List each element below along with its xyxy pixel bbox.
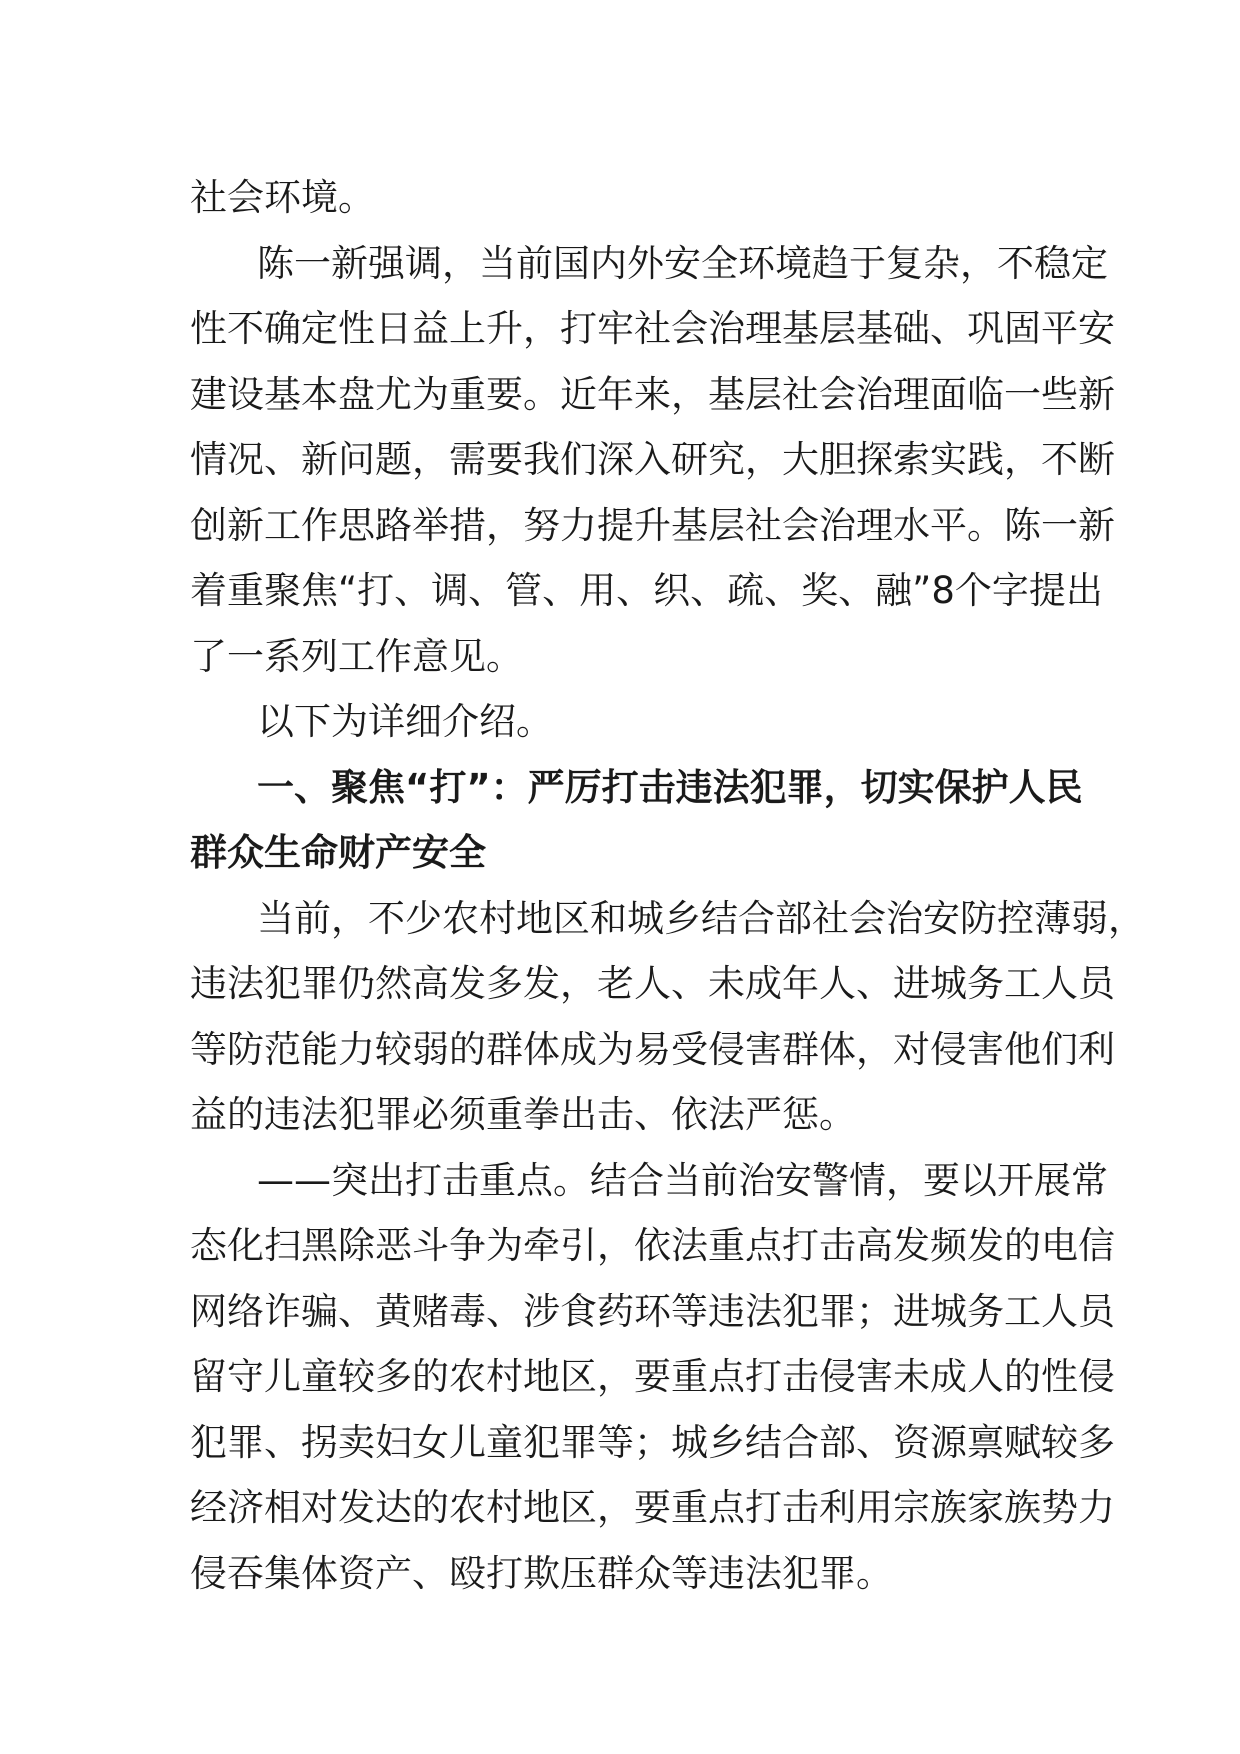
paragraph-line: ——突出打击重点。结合当前治安警情，要以开展常 bbox=[257, 1158, 1108, 1202]
paragraph-line: 建设基本盘尤为重要。近年来，基层社会治理面临一些新 bbox=[190, 372, 1115, 416]
paragraph-line: 犯罪、拐卖妇女儿童犯罪等；城乡结合部、资源禀赋较多 bbox=[190, 1420, 1115, 1464]
paragraph-line: 性不确定性日益上升，打牢社会治理基层基础、巩固平安 bbox=[190, 307, 1115, 350]
paragraph-line: 当前，不少农村地区和城乡结合部社会治安防控薄弱， bbox=[257, 896, 1145, 940]
paragraph-line: 等防范能力较弱的群体成为易受侵害群体，对侵害他们利 bbox=[190, 1027, 1115, 1071]
paragraph-line: 侵吞集体资产、殴打欺压群众等违法犯罪。 bbox=[190, 1551, 893, 1595]
paragraph-line: 经济相对发达的农村地区，要重点打击利用宗族家族势力 bbox=[190, 1486, 1115, 1529]
section-heading-line: 群众生命财产安全 bbox=[190, 831, 486, 874]
paragraph-line: 益的违法犯罪必须重拳出击、依法严惩。 bbox=[190, 1093, 856, 1136]
paragraph-line: 着重聚焦“打、调、管、用、织、疏、奖、融”8个字提出 bbox=[190, 569, 1103, 612]
paragraph-line: 违法犯罪仍然高发多发，老人、未成年人、进城务工人员 bbox=[190, 962, 1115, 1005]
section-heading-line: 一、聚焦“打”：严厉打击违法犯罪，切实保护人民 bbox=[257, 765, 1083, 809]
document-body bbox=[190, 165, 1145, 1606]
paragraph-line: 了一系列工作意见。 bbox=[190, 634, 523, 678]
paragraph-line: 留守儿童较多的农村地区，要重点打击侵害未成人的性侵 bbox=[190, 1355, 1115, 1398]
paragraph-line: 以下为详细介绍。 bbox=[257, 700, 553, 743]
paragraph-line: 陈一新强调，当前国内外安全环境趋于复杂，不稳定 bbox=[257, 241, 1108, 285]
paragraph-line: 社会环境。 bbox=[190, 176, 375, 219]
paragraph-line: 创新工作思路举措，努力提升基层社会治理水平。陈一新 bbox=[190, 503, 1115, 547]
paragraph-line: 情况、新问题，需要我们深入研究，大胆探索实践，不断 bbox=[190, 438, 1115, 481]
paragraph-line: 态化扫黑除恶斗争为牵引，依法重点打击高发频发的电信 bbox=[190, 1224, 1115, 1267]
paragraph-line: 网络诈骗、黄赌毒、涉食药环等违法犯罪；进城务工人员 bbox=[190, 1289, 1115, 1333]
